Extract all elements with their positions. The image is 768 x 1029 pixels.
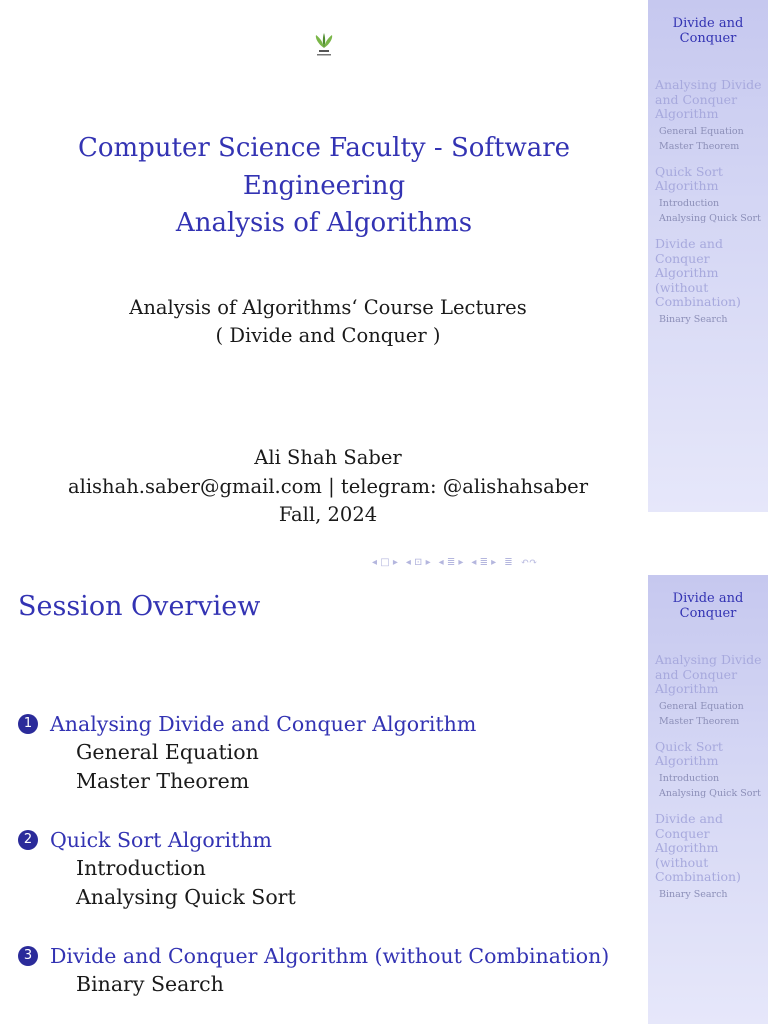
- frame-title: Session Overview: [18, 591, 261, 622]
- section-nav-icon[interactable]: ◂ ≣ ▸: [438, 557, 464, 568]
- toc-section-label: Divide and Conquer Algorithm (without Combination): [50, 944, 610, 968]
- toc-section[interactable]: [18, 942, 638, 970]
- toc-section-label: Analysing Divide and Conquer Algorithm: [50, 712, 477, 736]
- sidebar-section-quick-sort[interactable]: Quick Sort Algorithm: [655, 163, 723, 194]
- author-name: Ali Shah Saber: [254, 446, 402, 469]
- overview-slide: [0, 575, 768, 1024]
- presentation-title: [0, 130, 648, 243]
- sidebar: [648, 0, 768, 512]
- toc-subsection[interactable]: Binary Search: [76, 972, 224, 996]
- section-number-badge: 1: [18, 714, 38, 734]
- sidebar-sub-general-equation[interactable]: General Equation: [659, 700, 744, 712]
- university-logo: [309, 30, 339, 60]
- sidebar-sections: [648, 653, 768, 900]
- table-of-contents: [18, 710, 638, 1029]
- author-block: [0, 444, 656, 530]
- presentation-subtitle: [0, 294, 656, 350]
- back-forward-search-icon[interactable]: ↶↷: [520, 557, 538, 568]
- title-line: Analysis of Algorithms: [175, 208, 473, 238]
- subtitle-line: ( Divide and Conquer ): [215, 324, 441, 347]
- subsection-nav-icon[interactable]: ◂ ⊡ ▸: [405, 557, 431, 568]
- presentation-date: Fall, 2024: [278, 503, 378, 526]
- document-nav-icon[interactable]: ◂ ≣ ▸: [471, 557, 497, 568]
- section-number-badge: 3: [18, 946, 38, 966]
- toc-item: [18, 942, 638, 999]
- sidebar-title[interactable]: Divide and Conquer: [672, 16, 744, 46]
- title-line: Computer Science Faculty - Software: [77, 133, 571, 163]
- sidebar-section-analysing[interactable]: Analysing Divide and Conquer Algorithm: [655, 77, 762, 122]
- sidebar-title[interactable]: Divide and Conquer: [672, 591, 744, 621]
- sidebar-section-without-combination[interactable]: Divide and Conquer Algorithm (without Combination): [655, 810, 741, 885]
- sidebar-sub-introduction[interactable]: Introduction: [659, 197, 720, 209]
- section-number-badge: 2: [18, 830, 38, 850]
- sidebar-sub-analysing-quick-sort[interactable]: Analysing Quick Sort: [659, 213, 761, 225]
- toc-section-label: Quick Sort Algorithm: [50, 828, 272, 852]
- sidebar-section-analysing[interactable]: Analysing Divide and Conquer Algorithm: [655, 652, 762, 697]
- sidebar-sub-analysing-quick-sort[interactable]: Analysing Quick Sort: [659, 788, 761, 800]
- sidebar-section-without-combination[interactable]: Divide and Conquer Algorithm (without Combination): [655, 235, 741, 310]
- title-line: Engineering: [242, 170, 406, 201]
- toc-subsection[interactable]: Master Theorem: [76, 769, 250, 793]
- sidebar-sub-binary-search[interactable]: Binary Search: [659, 313, 728, 325]
- sidebar-sub-introduction[interactable]: Introduction: [659, 772, 720, 784]
- author-contact: alishah.saber@gmail.com | telegram: @alishahsaber: [67, 474, 589, 498]
- sidebar-sub-master-theorem[interactable]: Master Theorem: [659, 141, 740, 153]
- subtitle-line: Analysis of Algorithms‘ Course Lectures: [129, 296, 527, 319]
- sidebar-sub-general-equation[interactable]: General Equation: [659, 125, 744, 137]
- sidebar-sub-master-theorem[interactable]: Master Theorem: [659, 716, 740, 728]
- toc-subsection[interactable]: Analysing Quick Sort: [76, 885, 296, 909]
- toc-nav-icon[interactable]: ≣: [504, 557, 513, 568]
- toc-section[interactable]: [18, 710, 638, 738]
- toc-item: [18, 710, 638, 796]
- sidebar-sections: [648, 78, 768, 325]
- sidebar: [648, 575, 768, 1024]
- sidebar-sub-binary-search[interactable]: Binary Search: [659, 888, 728, 900]
- toc-item: [18, 826, 638, 912]
- sidebar-section-quick-sort[interactable]: Quick Sort Algorithm: [655, 738, 723, 769]
- toc-section[interactable]: [18, 826, 638, 854]
- toc-subsection[interactable]: General Equation: [76, 740, 259, 764]
- frame-nav-icon[interactable]: ◂ □ ▸: [372, 557, 398, 568]
- toc-subsection[interactable]: Introduction: [76, 856, 206, 880]
- navigation-bar: [372, 557, 537, 568]
